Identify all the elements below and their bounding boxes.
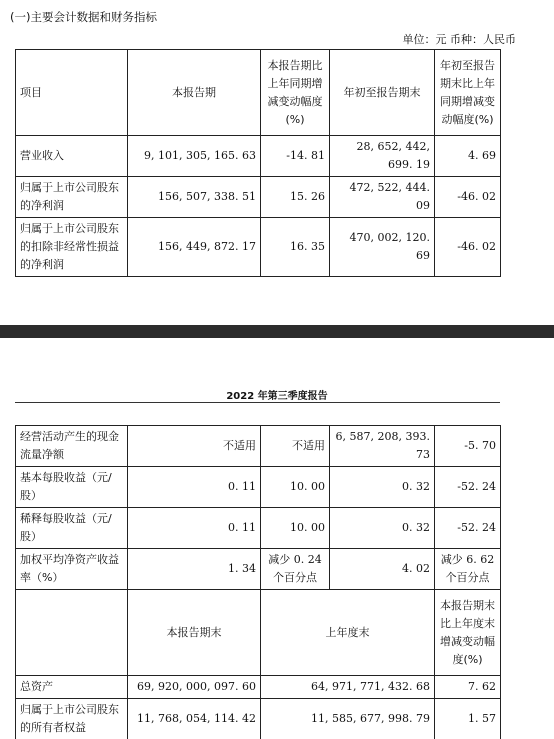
value-cell: 15. 26	[261, 177, 330, 218]
table-row	[16, 467, 501, 508]
value-cell: 1. 57	[435, 699, 501, 739]
value-cell: 64, 971, 771, 432. 68	[261, 676, 435, 699]
table-row	[16, 218, 501, 277]
value-cell: 减少 6. 62 个百分点	[435, 549, 501, 590]
value-cell: 9, 101, 305, 165. 63	[128, 136, 261, 177]
value-cell: -5. 70	[435, 426, 501, 467]
value-cell: 28, 652, 442, 699. 19	[330, 136, 435, 177]
value-cell: 4. 02	[330, 549, 435, 590]
table-row	[16, 426, 501, 467]
value-cell: 0. 11	[128, 508, 261, 549]
value-cell: -46. 02	[435, 177, 501, 218]
value-cell: 16. 35	[261, 218, 330, 277]
value-cell: 7. 62	[435, 676, 501, 699]
value-cell: 69, 920, 000, 097. 60	[128, 676, 261, 699]
page-break-divider	[0, 325, 554, 338]
value-cell: 6, 587, 208, 393. 73	[330, 426, 435, 467]
header-cell: 本报告期	[128, 50, 261, 136]
subheader-cell	[16, 590, 128, 676]
table-row	[16, 699, 501, 739]
subheader-cell: 本报告期末	[128, 590, 261, 676]
value-cell: 减少 0. 24 个百分点	[261, 549, 330, 590]
unit-currency-line: 单位：元 币种：人民币	[402, 33, 516, 46]
value-cell: 10. 00	[261, 467, 330, 508]
row-label: 经营活动产生的现金流量净额	[16, 426, 128, 467]
row-label: 稀释每股收益（元/股）	[16, 508, 128, 549]
value-cell: 11, 768, 054, 114. 42	[128, 699, 261, 739]
row-label: 加权平均净资产收益率（%）	[16, 549, 128, 590]
table-row	[16, 508, 501, 549]
row-label: 总资产	[16, 676, 128, 699]
value-cell: 0. 32	[330, 508, 435, 549]
value-cell: 156, 449, 872. 17	[128, 218, 261, 277]
table-row	[16, 136, 501, 177]
row-label: 归属于上市公司股东的扣除非经常性损益的净利润	[16, 218, 128, 277]
row-label: 营业收入	[16, 136, 128, 177]
value-cell: 11, 585, 677, 998. 79	[261, 699, 435, 739]
value-cell: 472, 522, 444. 09	[330, 177, 435, 218]
header-cell: 年初至报告期末比上年同期增减变动幅度(%)	[435, 50, 501, 136]
header-cell: 年初至报告期末	[330, 50, 435, 136]
value-cell: -46. 02	[435, 218, 501, 277]
value-cell: 0. 32	[330, 467, 435, 508]
page-header: 2022 年第三季度报告	[226, 391, 328, 402]
table-row	[16, 676, 501, 699]
value-cell: -52. 24	[435, 508, 501, 549]
row-label: 归属于上市公司股东的所有者权益	[16, 699, 128, 739]
value-cell: 0. 11	[128, 467, 261, 508]
table-row	[16, 549, 501, 590]
key-financial-data-table	[15, 49, 501, 277]
value-cell: 不适用	[128, 426, 261, 467]
value-cell: -14. 81	[261, 136, 330, 177]
subheader-cell: 上年度末	[261, 590, 435, 676]
value-cell: 470, 002, 120. 69	[330, 218, 435, 277]
row-label: 基本每股收益（元/股）	[16, 467, 128, 508]
value-cell: 10. 00	[261, 508, 330, 549]
value-cell: 1. 34	[128, 549, 261, 590]
page-header-rule	[15, 402, 500, 403]
key-financial-data-table-continued	[15, 425, 501, 739]
table-header-row	[16, 50, 501, 136]
row-label: 归属于上市公司股东的净利润	[16, 177, 128, 218]
table-subheader-row	[16, 590, 501, 676]
value-cell: 不适用	[261, 426, 330, 467]
value-cell: 4. 69	[435, 136, 501, 177]
subheader-cell: 本报告期末比上年度末增减变动幅度(%)	[435, 590, 501, 676]
value-cell: 156, 507, 338. 51	[128, 177, 261, 218]
header-cell: 本报告期比上年同期增减变动幅度(%)	[261, 50, 330, 136]
value-cell: -52. 24	[435, 467, 501, 508]
header-cell: 项目	[16, 50, 128, 136]
section-title: (一)主要会计数据和财务指标	[10, 10, 157, 24]
table-row	[16, 177, 501, 218]
